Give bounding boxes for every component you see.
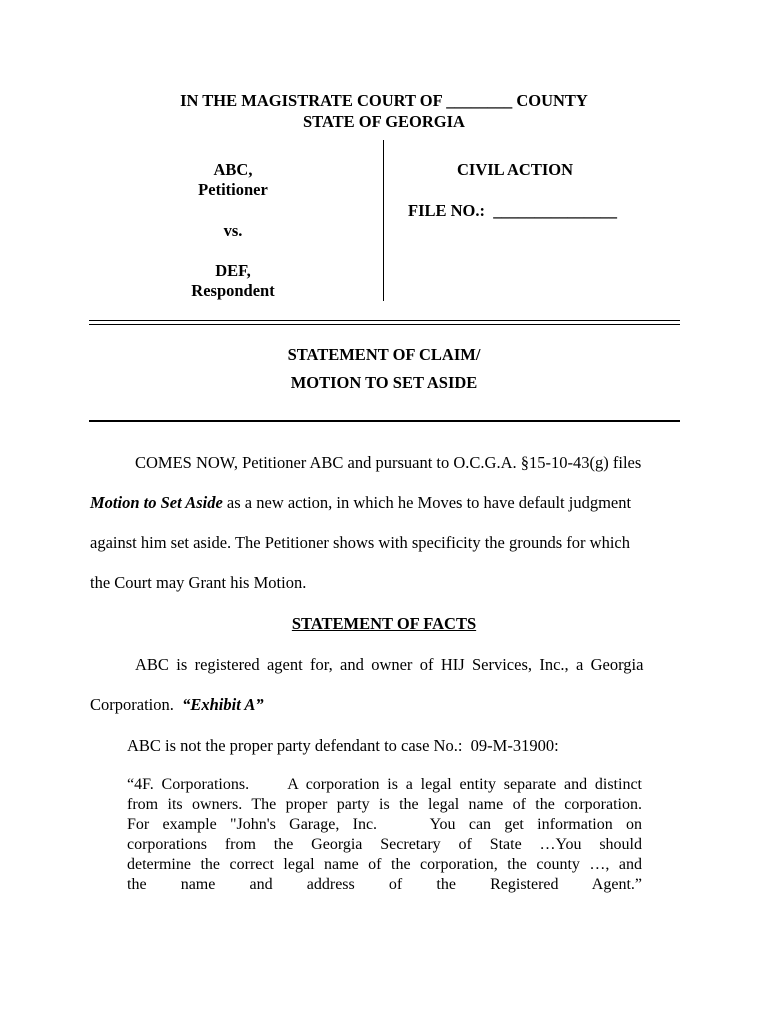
intro-line-2-rest: as a new action, in which he Moves to have default judgment <box>222 493 632 512</box>
quote-line: the name and address of the Registered Agent.” <box>127 876 642 893</box>
intro-line-1: COMES NOW, Petitioner ABC and pursuant to O.C.G.A. §15-10-43(g) files <box>135 453 642 472</box>
facts-p1-line-2 <box>90 695 678 715</box>
respondent-name: DEF, <box>215 261 251 280</box>
double-rule-top <box>89 320 680 321</box>
state-heading: STATE OF GEORGIA <box>303 112 465 131</box>
quote-line: determine the correct legal name of the corporation, the county …, and <box>127 856 642 873</box>
intro-line-2 <box>90 493 678 513</box>
document-title-line1: STATEMENT OF CLAIM/ <box>287 345 481 364</box>
intro-line-4: the Court may Grant his Motion. <box>90 573 307 592</box>
facts-p1-line-1: ABC is registered agent for, and owner of HIJ Services, Inc., a Georgia <box>135 655 644 674</box>
facts-p2: ABC is not the proper party defendant to case No.: 09-M-31900: <box>127 736 559 755</box>
double-rule-bottom <box>89 324 680 325</box>
exhibit-a-reference: “Exhibit A” <box>182 695 264 714</box>
civil-action-label: CIVIL ACTION <box>457 160 573 179</box>
motion-title-emphasis: Motion to Set Aside <box>90 493 223 512</box>
document-title-line2: MOTION TO SET ASIDE <box>290 373 478 392</box>
quote-line: corporations from the Georgia Secretary of State …You should <box>127 836 642 853</box>
petitioner-name: ABC, <box>213 160 253 179</box>
title-rule <box>89 420 680 422</box>
quote-line: from its owners. The proper party is the legal name of the corporation. <box>127 796 642 813</box>
facts-p1-line-2-text: Corporation. <box>90 695 183 714</box>
respondent-role: Respondent <box>191 281 275 300</box>
petitioner-role: Petitioner <box>198 180 268 199</box>
file-number-field: FILE NO.: _______________ <box>408 201 618 220</box>
caption-divider <box>383 140 384 301</box>
court-heading: IN THE MAGISTRATE COURT OF ________ COUNTY <box>180 91 588 110</box>
versus-label: vs. <box>223 221 243 240</box>
facts-heading: STATEMENT OF FACTS <box>291 614 477 633</box>
quoted-rule-block <box>127 775 642 895</box>
quote-line: For example "John's Garage, Inc. You can get information on <box>127 816 642 833</box>
intro-line-3: against him set aside. The Petitioner shows with specificity the grounds for which <box>90 533 630 552</box>
quote-line: “4F. Corporations. A corporation is a legal entity separate and distinct <box>127 776 642 793</box>
